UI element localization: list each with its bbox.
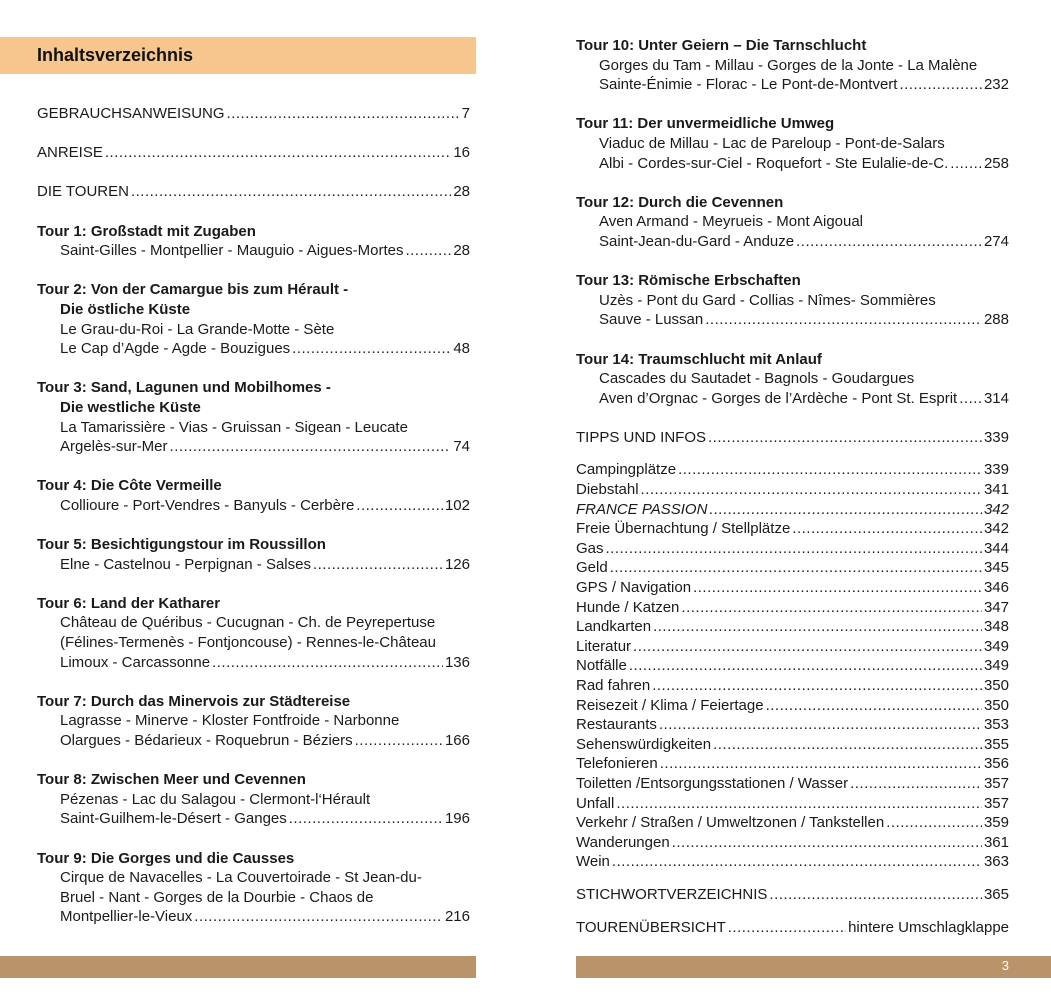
tour-places-page: 274 <box>983 232 1009 250</box>
tour-places-label: Lagrasse - Minerve - Kloster Fontfroide - Narbonne <box>60 712 400 730</box>
tour-places <box>37 633 470 653</box>
dot-leader <box>405 241 451 261</box>
tour-places-page: 314 <box>983 389 1009 407</box>
tour-title-label: Tour 12: Durch die Cevennen <box>576 193 784 211</box>
tour-places <box>37 241 470 261</box>
tipps-item <box>576 460 1009 480</box>
tour-title <box>576 193 1009 213</box>
tour-title <box>576 114 1009 134</box>
dot-leader <box>660 754 982 774</box>
tipps-item-page: 341 <box>983 481 1009 499</box>
tipps-item-label: Geld <box>576 559 608 577</box>
dot-leader <box>313 555 443 575</box>
dot-leader <box>959 389 982 409</box>
tour-places-label: Bruel - Nant - Gorges de la Dourbie - Chaos de <box>60 888 374 906</box>
tipps-item-page: 350 <box>983 696 1009 714</box>
tour-places-label: (Félines-Termenès - Fontjoncouse) - Rennes-le-Château <box>60 634 436 652</box>
tour-places-page: 288 <box>983 311 1009 329</box>
tipps-item-page: 359 <box>983 814 1009 832</box>
dot-leader <box>709 500 982 520</box>
tipps-item <box>576 794 1009 814</box>
tour-places-label: Albi - Cordes-sur-Ciel - Roquefort - Ste Eulalie-de-C. <box>599 154 949 172</box>
tour-title-label: Tour 10: Unter Geiern – Die Tarnschlucht <box>576 37 867 54</box>
tipps-item-label: Telefonieren <box>576 755 658 773</box>
tour-places-page: 102 <box>444 496 470 514</box>
tipps-item-page: 363 <box>983 853 1009 871</box>
dot-leader <box>792 519 982 539</box>
tour-places-page: 232 <box>983 76 1009 94</box>
tour-places-page: 126 <box>444 555 470 573</box>
tipps-item <box>576 656 1009 676</box>
toc-section-label: ANREISE <box>37 144 103 162</box>
toc-section-touren-label: TOURENÜBERSICHT <box>576 918 726 936</box>
tour-places <box>576 310 1009 330</box>
tipps-item <box>576 676 1009 696</box>
tipps-item-page: 345 <box>983 559 1009 577</box>
tipps-item-page: 346 <box>983 579 1009 597</box>
tour-places <box>576 154 1009 174</box>
tipps-item <box>576 519 1009 539</box>
tour-places <box>37 888 470 908</box>
tipps-item <box>576 715 1009 735</box>
tour-title <box>37 280 470 300</box>
tour-places <box>576 75 1009 95</box>
tour-title <box>37 378 470 398</box>
toc-section-stichwort-label: STICHWORTVERZEICHNIS <box>576 885 768 903</box>
dot-leader <box>693 578 982 598</box>
tipps-item-label: Landkarten <box>576 618 652 636</box>
dot-leader <box>766 696 982 716</box>
tour-places-label: Le Grau-du-Roi - La Grande-Motte - Sète <box>60 320 335 338</box>
toc-section-touren <box>576 918 1009 938</box>
tipps-item-label: Rad fahren <box>576 677 651 694</box>
dot-leader <box>705 310 982 330</box>
dot-leader <box>633 637 982 657</box>
tour-subtitle <box>37 398 470 418</box>
right-page <box>576 0 1051 1000</box>
tipps-item <box>576 480 1009 500</box>
dot-leader <box>612 852 982 872</box>
tipps-item <box>576 578 1009 598</box>
right-footer-bar <box>576 956 1051 978</box>
dot-leader <box>610 558 982 578</box>
right-toc-column <box>576 36 1009 937</box>
tour-title-label: Tour 8: Zwischen Meer und Cevennen <box>37 771 306 789</box>
tipps-item-label: Wein <box>576 853 610 871</box>
tour-places <box>576 212 1009 232</box>
dot-leader <box>606 539 982 559</box>
tour-places <box>37 907 470 927</box>
toc-section-label: DIE TOUREN <box>37 183 129 201</box>
tipps-item <box>576 833 1009 853</box>
tour-places <box>37 555 470 575</box>
tour-places <box>37 339 470 359</box>
dot-leader <box>641 480 982 500</box>
toc-section-page: 7 <box>461 105 470 122</box>
tour-places-label: Argelès-sur-Mer <box>60 438 168 456</box>
toc-section-tipps-page: 339 <box>983 428 1009 446</box>
dot-leader <box>899 75 982 95</box>
tipps-item-label: Freie Übernachtung / Stellplätze <box>576 520 791 538</box>
dot-leader <box>681 598 982 618</box>
tour-title-label: Tour 7: Durch das Minervois zur Städtereise <box>37 692 351 710</box>
tour-places-page: 258 <box>983 154 1009 172</box>
tour-places-page: 28 <box>453 242 470 260</box>
toc-section-tipps-label: TIPPS UND INFOS <box>576 428 707 446</box>
tipps-item <box>576 539 1009 559</box>
dot-leader <box>672 833 982 853</box>
dot-leader <box>131 182 451 202</box>
tour-title <box>576 36 1009 56</box>
dot-leader <box>708 428 982 448</box>
tipps-item <box>576 500 1009 520</box>
tour-places-label: Pézenas - Lac du Salagou - Clermont-l‘Hérault <box>60 790 371 808</box>
tipps-item <box>576 813 1009 833</box>
toc-section-page: 28 <box>453 183 470 201</box>
toc-section-tipps <box>576 428 1009 448</box>
tour-places <box>37 809 470 829</box>
tour-places <box>576 291 1009 311</box>
tipps-item-label: GPS / Navigation <box>576 579 692 597</box>
tipps-item-page: 356 <box>983 755 1009 773</box>
tour-title <box>37 770 470 790</box>
toc-section-label: GEBRAUCHSANWEISUNG <box>37 105 225 122</box>
tipps-item <box>576 558 1009 578</box>
tour-title <box>576 350 1009 370</box>
tipps-item-label: FRANCE PASSION <box>576 500 708 518</box>
tipps-item <box>576 754 1009 774</box>
tipps-item-page: 339 <box>983 461 1009 479</box>
tour-title-label: Tour 6: Land der Katharer <box>37 594 221 612</box>
tour-places-page: 74 <box>453 438 470 456</box>
tipps-item <box>576 852 1009 872</box>
tour-places-label: Cascades du Sautadet - Bagnols - Goudargues <box>599 370 915 388</box>
tour-places <box>37 711 470 731</box>
dot-leader <box>212 653 443 673</box>
dot-leader <box>769 885 982 905</box>
tour-places <box>37 731 470 751</box>
tipps-item-page: 342 <box>983 500 1009 518</box>
tipps-item-label: Diebstahl <box>576 481 639 499</box>
dot-leader <box>950 154 982 174</box>
tour-places <box>576 369 1009 389</box>
left-page <box>0 0 476 1000</box>
tour-places-label: Cirque de Navacelles - La Couvertoirade - St Jean-du- <box>60 869 422 887</box>
tour-places-label: Aven d’Orgnac - Gorges de l’Ardèche - Pont St. Esprit <box>599 389 958 407</box>
tour-places-label: Saint-Guilhem-le-Désert - Ganges <box>60 810 287 828</box>
tour-places-label: Château de Quéribus - Cucugnan - Ch. de Peyrepertuse <box>60 614 436 632</box>
tour-places <box>576 56 1009 76</box>
tipps-item-page: 361 <box>983 833 1009 851</box>
tipps-item-page: 357 <box>983 794 1009 812</box>
dot-leader <box>652 676 982 696</box>
tour-places-label: Aven Armand - Meyrueis - Mont Aigoual <box>599 213 864 231</box>
tour-places <box>37 613 470 633</box>
dot-leader <box>713 735 982 755</box>
dot-leader <box>194 907 443 927</box>
tour-places-label: Uzès - Pont du Gard - Collias - Nîmes- Sommières <box>599 291 936 309</box>
toc-section <box>37 143 470 163</box>
dot-leader <box>850 774 982 794</box>
tour-places <box>37 790 470 810</box>
tour-places <box>37 437 470 457</box>
tour-places-label: Olargues - Bédarieux - Roquebrun - Béziers <box>60 732 353 749</box>
tipps-item <box>576 696 1009 716</box>
tour-title <box>37 476 470 496</box>
tour-places-label: Collioure - Port-Vendres - Banyuls - Cerbère <box>60 496 355 514</box>
tour-title-label: Tour 13: Römische Erbschaften <box>576 272 801 290</box>
dot-leader <box>356 496 443 516</box>
tour-title <box>37 222 470 242</box>
tipps-item-page: 349 <box>983 637 1009 655</box>
left-toc-column <box>37 104 470 927</box>
tour-places-label: La Tamarissière - Vias - Gruissan - Sigean - Leucate <box>60 418 408 436</box>
tipps-item-label: Wanderungen <box>576 833 670 851</box>
tour-places-label: Le Cap d’Agde - Agde - Bouzigues <box>60 340 291 358</box>
tour-title-label: Tour 11: Der unvermeidliche Umweg <box>576 115 835 133</box>
dot-leader <box>796 232 982 252</box>
tour-title <box>37 692 470 712</box>
tour-places <box>37 653 470 673</box>
tipps-item-label: Verkehr / Straßen / Umweltzonen / Tankstellen <box>576 814 885 832</box>
tour-places <box>576 134 1009 154</box>
tour-places-label: Elne - Castelnou - Perpignan - Salses <box>60 555 311 573</box>
tipps-item-page: 357 <box>983 774 1009 792</box>
tour-places-label: Sauve - Lussan <box>599 311 704 329</box>
dot-leader <box>659 715 982 735</box>
tipps-item-label: Unfall <box>576 794 615 812</box>
tipps-item <box>576 637 1009 657</box>
tour-title <box>37 849 470 869</box>
tipps-item-page: 353 <box>983 716 1009 734</box>
dot-leader <box>616 794 982 814</box>
tipps-item-label: Campingplätze <box>576 461 677 479</box>
dot-leader <box>678 460 982 480</box>
tipps-item-page: 348 <box>983 618 1009 636</box>
tour-title <box>37 535 470 555</box>
tour-places-label: Saint-Gilles - Montpellier - Mauguio - Aigues-Mortes <box>60 242 404 260</box>
tour-places-page: 166 <box>444 732 470 749</box>
tour-title-label: Tour 1: Großstadt mit Zugaben <box>37 222 256 240</box>
dot-leader <box>105 143 451 163</box>
tipps-item-label: Toiletten /Entsorgungsstationen / Wasser <box>576 774 849 792</box>
tipps-item <box>576 598 1009 618</box>
toc-section-touren-page: hintere Umschlagklappe <box>848 918 1009 936</box>
tour-places-label: Limoux - Carcassonne <box>60 653 211 671</box>
tour-places-label: Viaduc de Millau - Lac de Pareloup - Pont-de-Salars <box>599 134 945 152</box>
tour-places <box>37 868 470 888</box>
tour-places-page: 136 <box>444 653 470 671</box>
tipps-item-label: Restaurants <box>576 716 657 734</box>
tipps-item <box>576 735 1009 755</box>
tipps-item-page: 349 <box>983 657 1009 675</box>
tipps-item-page: 350 <box>983 677 1009 694</box>
dot-leader <box>170 437 452 457</box>
tour-places <box>576 389 1009 409</box>
tour-title <box>37 594 470 614</box>
tour-title-label: Tour 4: Die Côte Vermeille <box>37 477 222 495</box>
tour-places-label: Gorges du Tam - Millau - Gorges de la Jonte - La Malène <box>599 56 978 74</box>
tipps-item-label: Gas <box>576 539 604 557</box>
tipps-item <box>576 774 1009 794</box>
tour-title-label: Tour 2: Von der Camargue bis zum Hérault - <box>37 281 349 299</box>
dot-leader <box>728 918 846 938</box>
tour-title-label: Tour 14: Traumschlucht mit Anlauf <box>576 350 822 368</box>
dot-leader <box>292 339 451 359</box>
dot-leader <box>653 617 982 637</box>
tipps-item-label: Hunde / Katzen <box>576 598 680 616</box>
tour-places-page: 196 <box>444 810 470 828</box>
dot-leader <box>289 809 443 829</box>
tour-places-label: Saint-Jean-du-Gard - Anduze <box>599 232 795 250</box>
toc-section <box>37 104 470 124</box>
page-title: Inhaltsverzeichnis <box>0 37 476 74</box>
tipps-item <box>576 617 1009 637</box>
tipps-item-label: Notfälle <box>576 657 627 675</box>
dot-leader <box>886 813 982 833</box>
tour-subtitle-label: Die östliche Küste <box>60 300 191 318</box>
tipps-item-label: Reisezeit / Klima / Feiertage <box>576 696 764 714</box>
dot-leader <box>227 104 460 124</box>
tour-places <box>37 496 470 516</box>
toc-section-stichwort <box>576 885 1009 905</box>
tipps-item-page: 344 <box>983 539 1009 557</box>
left-footer-bar <box>0 956 476 978</box>
tour-subtitle <box>37 300 470 320</box>
toc-section-stichwort-page: 365 <box>983 885 1009 903</box>
dot-leader <box>355 731 443 751</box>
tour-title-label: Tour 5: Besichtigungstour im Roussillon <box>37 536 326 554</box>
tour-title-label: Tour 9: Die Gorges und die Causses <box>37 849 295 867</box>
tour-title <box>576 271 1009 291</box>
tour-places <box>576 232 1009 252</box>
tour-places <box>37 320 470 340</box>
dot-leader <box>629 656 982 676</box>
tour-places-label: Sainte-Énimie - Florac - Le Pont-de-Montvert <box>599 76 898 94</box>
tipps-item-page: 342 <box>983 520 1009 538</box>
tour-places-page: 48 <box>453 340 470 358</box>
tipps-item-page: 355 <box>983 735 1009 753</box>
page-number: 3 <box>1001 958 1009 973</box>
tour-places <box>37 418 470 438</box>
tour-subtitle-label: Die westliche Küste <box>60 398 201 416</box>
tipps-item-page: 347 <box>983 598 1009 616</box>
toc-section <box>37 182 470 202</box>
toc-section-page: 16 <box>453 144 470 162</box>
tour-places-label: Montpellier-le-Vieux <box>60 908 193 926</box>
tour-title-label: Tour 3: Sand, Lagunen und Mobilhomes - <box>37 379 331 397</box>
tipps-item-label: Literatur <box>576 637 632 655</box>
tour-places-page: 216 <box>444 908 470 926</box>
tipps-item-label: Sehenswürdigkeiten <box>576 735 712 753</box>
